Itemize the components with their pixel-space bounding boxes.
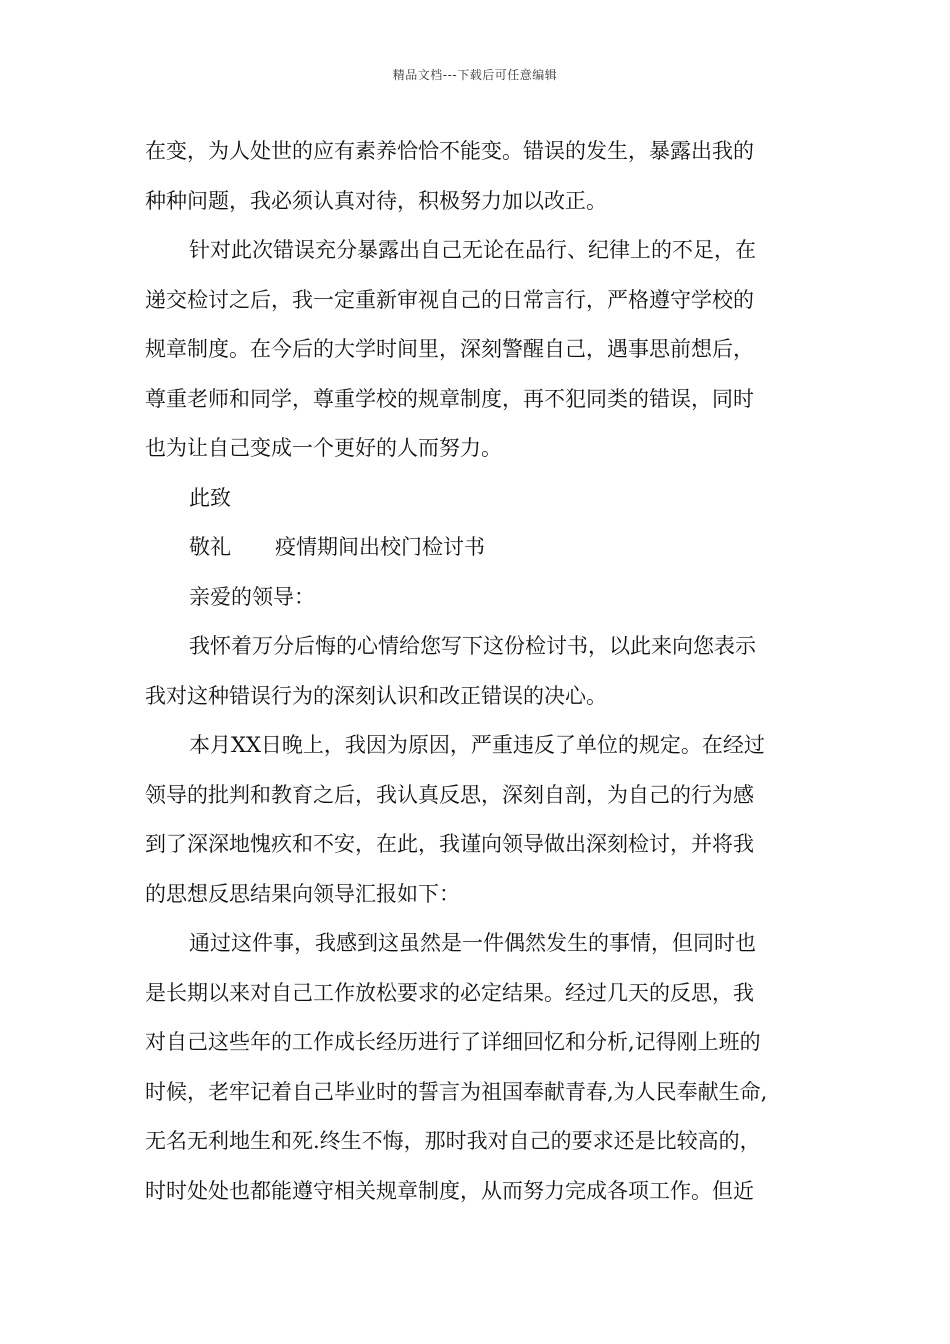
text-line: 的思想反思结果向领导汇报如下： [145,881,460,906]
text-line: 递交检讨之后，我一定重新审视自己的日常言行，严格遵守学校的 [145,287,754,312]
text-line: 在变，为人处世的应有素养恰恰不能变。错误的发生，暴露出我的 [145,139,754,163]
text-line: 时时处处也都能遵守相关规章制度，从而努力完成各项工作。但近 [145,1178,754,1203]
text-line: 对自己这些年的工作成长经历进行了详细回忆和分析,记得刚上班的 [145,1030,761,1054]
text-line: 也为让自己变成一个更好的人而努力。 [145,436,502,460]
paragraph-start-line: 通过这件事，我感到这虽然是一件偶然发生的事情，但同时也 [189,931,756,955]
paragraph-start-line: 针对此次错误充分暴露出自己无论在品行、纪律上的不足，在 [189,238,756,262]
document-body [145,131,810,1220]
text-line: 领导的批判和教育之后，我认真反思，深刻自剖，为自己的行为感 [145,782,754,807]
page-header: 精品文档---下载后可任意编辑 [392,68,558,82]
text-line: 是长期以来对自己工作放松要求的必定结果。经过几天的反思，我 [145,980,754,1005]
text-line: 无名无利地生和死.终生不悔，那时我对自己的要求还是比较高的， [145,1129,761,1153]
paragraph-start-line: 我怀着万分后悔的心情给您写下这份检讨书，以此来向您表示 [189,634,756,658]
text-line: 时候，老牢记着自己毕业时的誓言为祖国奉献青春,为人民奉献生命, [145,1079,768,1104]
closing-line: 此致 [189,485,231,510]
paragraph-start-line: 本月XX日晚上，我因为原因，严重违反了单位的规定。在经过 [189,733,765,757]
text-line: 种种问题，我必须认真对待，积极努力加以改正。 [145,188,607,213]
greeting-line: 亲爱的领导： [189,584,315,609]
text-line: 规章制度。在今后的大学时间里，深刻警醒自己，遇事思前想后， [145,337,754,361]
salutation-text: 敬礼 [189,535,231,559]
text-line: 到了深深地愧疚和不安，在此，我谨向领导做出深刻检讨，并将我 [145,832,754,856]
text-line: 尊重老师和同学，尊重学校的规章制度，再不犯同类的错误，同时 [145,386,754,411]
document-title: 疫情期间出校门检讨书 [275,535,485,559]
salutation-title-line [145,527,810,577]
text-line: 我对这种错误行为的深刻认识和改正错误的决心。 [145,683,607,708]
